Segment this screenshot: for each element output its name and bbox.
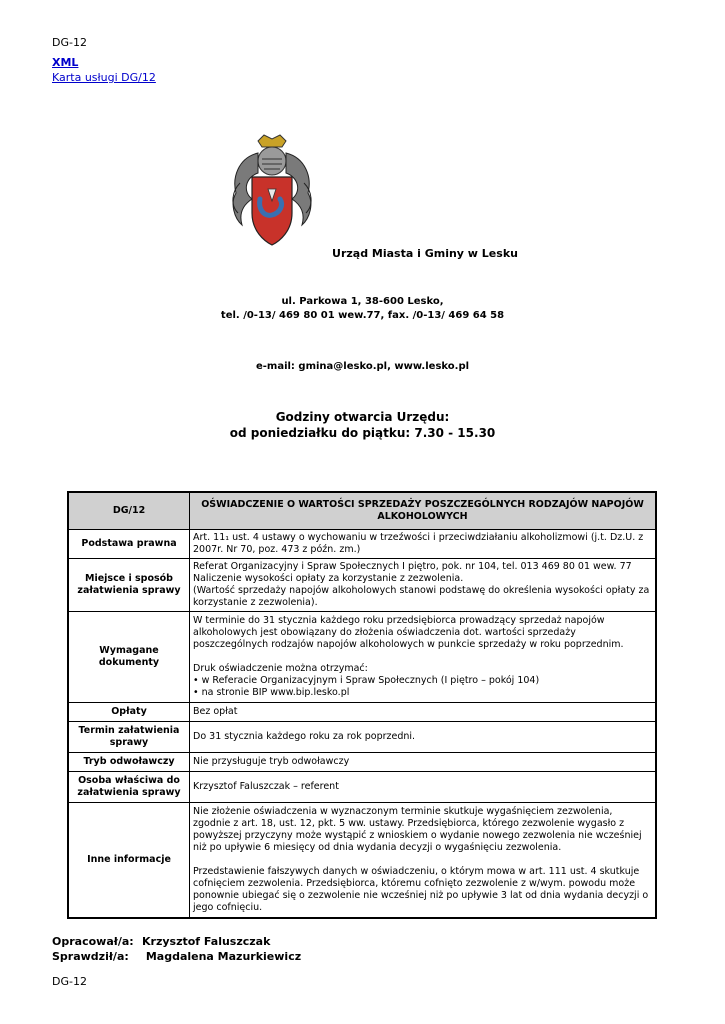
place-line: Naliczenie wysokości opłaty za korzystanie z zezwolenia. bbox=[193, 573, 464, 584]
other-info-label: Inne informacje bbox=[68, 803, 190, 919]
place-value bbox=[190, 559, 657, 612]
table-row bbox=[68, 753, 656, 772]
table-row bbox=[68, 772, 656, 803]
card-title: OŚWIADCZENIE O WARTOŚCI SPRZEDAŻY POSZCZEGÓLNYCH RODZAJÓW NAPOJÓW ALKOHOLOWYCH bbox=[190, 492, 657, 530]
other-info-value bbox=[190, 803, 657, 919]
opening-hours-text: od poniedziałku do piątku: 7.30 - 15.30 bbox=[229, 426, 496, 440]
person-label: Osoba właściwa do załatwienia sprawy bbox=[68, 772, 190, 803]
service-card-link[interactable]: Karta usługi DG/12 bbox=[52, 71, 156, 84]
person-value: Krzysztof Faluszczak – referent bbox=[190, 772, 657, 803]
checked-by-label: Sprawdził/a: bbox=[52, 950, 129, 963]
coat-of-arms-icon bbox=[228, 133, 316, 248]
service-card-table bbox=[67, 491, 657, 919]
fees-label: Opłaty bbox=[68, 703, 190, 722]
deadline-label: Termin załatwienia sprawy bbox=[68, 722, 190, 753]
other-info-text: Przedstawienie fałszywych danych w oświadczeniu, o którym mowa w art. 111 ust. 4 skutkuje cofnięciem zezwolenia. Przedsiębiorca, któremu cofnięto zezwolenie z w/wym. powodu może ponownie ubiegać się o zezwolenie nie wcześniej niż po upływie 3 lat od dnia wydania decyzji o jego cofnięciu. bbox=[193, 866, 649, 913]
office-email: e-mail: gmina@lesko.pl, www.lesko.pl bbox=[255, 361, 470, 372]
legal-basis-label: Podstawa prawna bbox=[68, 530, 190, 559]
appeal-value: Nie przysługuje tryb odwoławczy bbox=[190, 753, 657, 772]
place-line: (Wartość sprzedaży napojów alkoholowych stanowi podstawę do określenia wysokości opłaty za korzystanie z zezwolenia). bbox=[193, 585, 650, 608]
table-row bbox=[68, 530, 656, 559]
place-label: Miejsce i sposób załatwienia sprawy bbox=[68, 559, 190, 612]
checked-by-name: Magdalena Mazurkiewicz bbox=[142, 950, 302, 963]
xml-link[interactable]: XML bbox=[52, 56, 79, 69]
table-row bbox=[68, 492, 656, 530]
other-info-text: Nie złożenie oświadczenia w wyznaczonym terminie skutkuje wygaśnięciem zezwolenia, zgodnie z art. 18, ust. 12, pkt. 5 ww. ustawy. Przedsiębiorca, którego zezwolenie wygasło z powyższej przyczyny może wystąpić z wnioskiem o wydanie nowego zezwolenia nie wcześniej niż po upływie 6 miesięcy od dnia wydania decyzji o wygaśnięciu zezwolenia. bbox=[193, 806, 642, 853]
prepared-by-label: Opracował/a: bbox=[52, 935, 134, 948]
fees-value: Bez opłat bbox=[190, 703, 657, 722]
table-row bbox=[68, 722, 656, 753]
checked-by bbox=[52, 950, 301, 963]
documents-text: W terminie do 31 stycznia każdego roku przedsiębiorca prowadzący sprzedaż napojów alkoholowych jest obowiązany do złożenia oświadczenia dot. wartości sprzedaży poszczególnych rodzajów napojów alkoholowych w punkcie sprzedaży w roku poprzednim. bbox=[193, 615, 624, 650]
table-row bbox=[68, 612, 656, 703]
table-row bbox=[68, 803, 656, 919]
table-row bbox=[68, 559, 656, 612]
office-address: ul. Parkowa 1, 38-600 Lesko, bbox=[281, 296, 444, 307]
prepared-by bbox=[52, 935, 270, 948]
appeal-label: Tryb odwoławczy bbox=[68, 753, 190, 772]
office-name: Urząd Miasta i Gminy w Lesku bbox=[332, 247, 518, 260]
legal-basis-value: Art. 11₁ ust. 4 ustawy o wychowaniu w trzeźwości i przeciwdziałaniu alkoholizmowi (j.t. Dz.U. z 2007r. Nr 70, poz. 473 z późn. zm.) bbox=[190, 530, 657, 559]
doc-code-bottom: DG-12 bbox=[52, 975, 87, 988]
documents-label: Wymagane dokumenty bbox=[68, 612, 190, 703]
documents-bullet: • na stronie BIP www.bip.lesko.pl bbox=[193, 687, 350, 698]
opening-hours-title: Godziny otwarcia Urzędu: bbox=[275, 410, 450, 424]
documents-bullet: • w Referacie Organizacyjnym i Spraw Społecznych (I piętro – pokój 104) bbox=[193, 675, 540, 686]
deadline-value: Do 31 stycznia każdego roku za rok poprzedni. bbox=[190, 722, 657, 753]
prepared-by-name: Krzysztof Faluszczak bbox=[142, 935, 271, 948]
doc-code-top: DG-12 bbox=[52, 36, 87, 49]
place-line: Referat Organizacyjny i Spraw Społecznych I piętro, pok. nr 104, tel. 013 469 80 01 wew. 77 bbox=[193, 561, 632, 572]
documents-where: Druk oświadczenie można otrzymać: bbox=[193, 663, 368, 674]
card-code: DG/12 bbox=[68, 492, 190, 530]
office-phone: tel. /0-13/ 469 80 01 wew.77, fax. /0-13/ 469 64 58 bbox=[220, 310, 505, 321]
table-row bbox=[68, 703, 656, 722]
documents-value bbox=[190, 612, 657, 703]
